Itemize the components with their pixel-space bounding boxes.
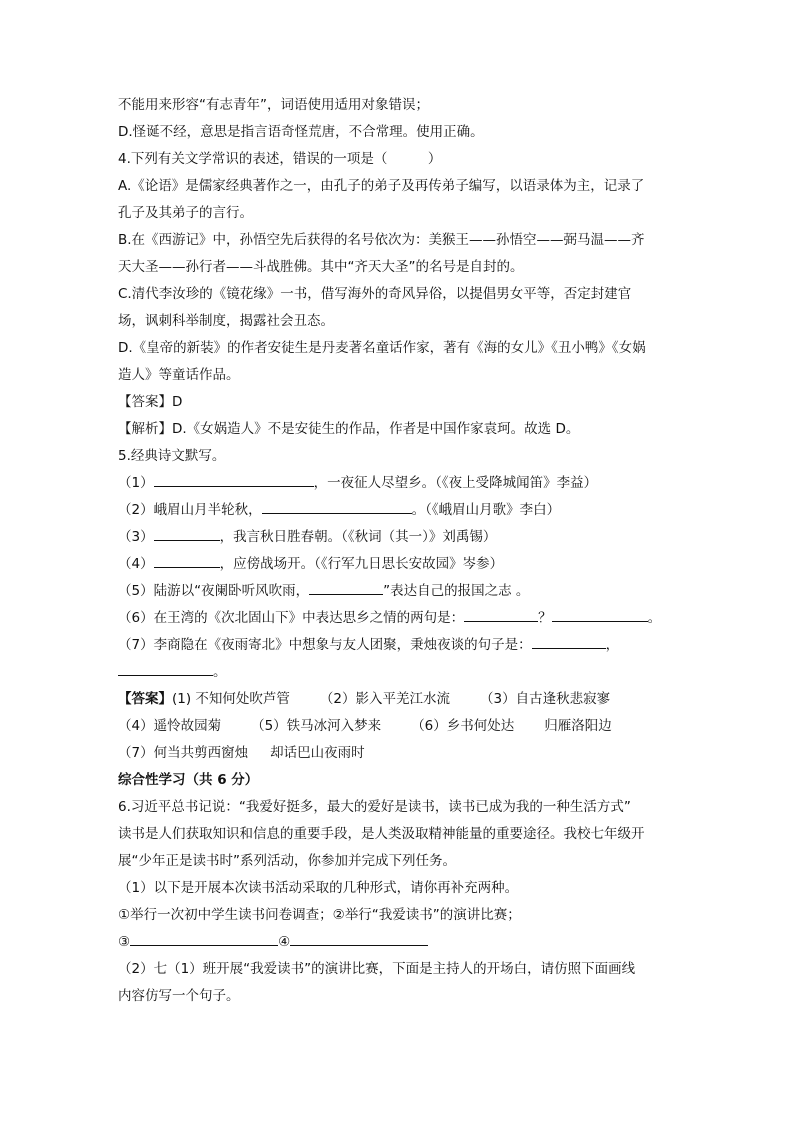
q5-item-6: （6）在王湾的《次北固山下》中表达思乡之情的两句是： ？ 。 <box>118 605 678 632</box>
question-6-body: 展“少年正是读书时”系列活动，你参加并完成下列任务。 <box>118 853 456 869</box>
question-6-sub-2: （2）七（1）班开展“我爱读书”的演讲比赛，下面是主持人的开场白，请仿照下面画线 <box>118 961 636 977</box>
option-c-cont: 场，讽刺科举制度，揭露社会丑态。 <box>118 313 334 329</box>
fill-blank <box>118 661 213 676</box>
question-4-stem: 4.下列有关文学常识的表述，错误的一项是（ ） <box>118 151 442 167</box>
question-6-body: 读书是人们获取知识和信息的重要手段，是人类汲取精神能量的重要途径。我校七年级开 <box>118 826 645 842</box>
analysis-4: 【解析】D.《女娲造人》不是安徒生的作品，作者是中国作家袁珂。故选 D。 <box>118 421 580 437</box>
fill-blank <box>309 580 383 595</box>
answer-5-row-3: （7）何当共剪西窗烛 却话巴山夜雨时 <box>118 745 365 761</box>
fill-blank <box>154 526 220 541</box>
option-a-cont: 孔子及其弟子的言行。 <box>118 205 253 221</box>
q5-item-3: （3） ，我言秋日胜春朝。（《秋词（其一）》刘禹锡） <box>118 524 678 551</box>
question-6-stem: 6.习近平总书记说：“我爱好挺多，最大的爱好是读书，读书已成为我的一种生活方式” <box>118 799 631 815</box>
fill-blank <box>262 499 412 514</box>
option-b: B.在《西游记》中，孙悟空先后获得的名号依次为：美猴王——孙悟空——弼马温——齐 <box>118 232 645 248</box>
option-d-cont: 造人》等童话作品。 <box>118 367 240 383</box>
text-line: D.怪诞不经，意思是指言语奇怪荒唐，不合常理。使用正确。 <box>118 124 484 140</box>
fill-blank <box>290 931 428 946</box>
question-6-sub-1: （1）以下是开展本次读书活动采取的几种形式，请你再补充两种。 <box>118 880 519 896</box>
question-5-stem: 5.经典诗文默写。 <box>118 448 226 464</box>
option-a: A.《论语》是儒家经典著作之一，由孔子的弟子及再传弟子编写，以语录体为主，记录了 <box>118 178 645 194</box>
q5-item-7: （7）李商隐在《夜雨寄北》中想象与友人团聚，秉烛夜谈的句子是： ， <box>118 632 678 659</box>
option-b-cont: 天大圣——孙行者——斗战胜佛。其中“齐天大圣”的名号是自封的。 <box>118 259 524 275</box>
fill-blank <box>532 634 606 649</box>
question-6-sub-1-blanks: ③ ④ <box>118 929 678 956</box>
fill-blank <box>464 607 538 622</box>
option-d: D.《皇帝的新装》的作者安徒生是丹麦著名童话作家，著有《海的女儿》《丑小鸭》《女娲 <box>118 340 646 356</box>
q5-item-1: （1） ，一夜征人尽望乡。（《夜上受降城闻笛》李益） <box>118 470 678 497</box>
q5-item-2: （2）峨眉山月半轮秋， 。（《峨眉山月歌》李白） <box>118 497 678 524</box>
fill-blank <box>154 472 314 487</box>
q5-item-5: （5）陆游以“夜阑卧听风吹雨， ”表达自己的报国之志 。 <box>118 578 678 605</box>
answer-5-row-2: （4）遥怜故园菊 （5）铁马冰河入梦来 （6）乡书何处达 归雁洛阳边 <box>118 718 612 734</box>
answer-4: 【答案】D <box>118 394 183 410</box>
section-heading: 综合性学习（共 6 分） <box>118 772 259 788</box>
answer-5-row-1: 【答案】(1) 不知何处吹芦管 （2）影入平羌江水流 （3）自古逢秋悲寂寥 <box>118 691 611 707</box>
fill-blank <box>552 607 648 622</box>
q5-item-4: （4） ，应傍战场开。（《行军九日思长安故园》岑参） <box>118 551 678 578</box>
q5-item-7-cont: 。 <box>118 659 678 686</box>
question-6-sub-1-examples: ①举行一次初中学生读书问卷调查；②举行“我爱读书”的演讲比赛； <box>118 907 521 923</box>
text-line: 不能用来形容“有志青年”，词语使用适用对象错误； <box>118 97 429 113</box>
option-c: C.清代李汝珍的《镜花缘》一书，借写海外的奇风异俗，以提倡男女平等，否定封建官 <box>118 286 632 302</box>
fill-blank <box>130 931 278 946</box>
fill-blank <box>154 553 220 568</box>
document-page <box>118 92 678 1010</box>
question-6-sub-2-cont: 内容仿写一个句子。 <box>118 988 240 1004</box>
